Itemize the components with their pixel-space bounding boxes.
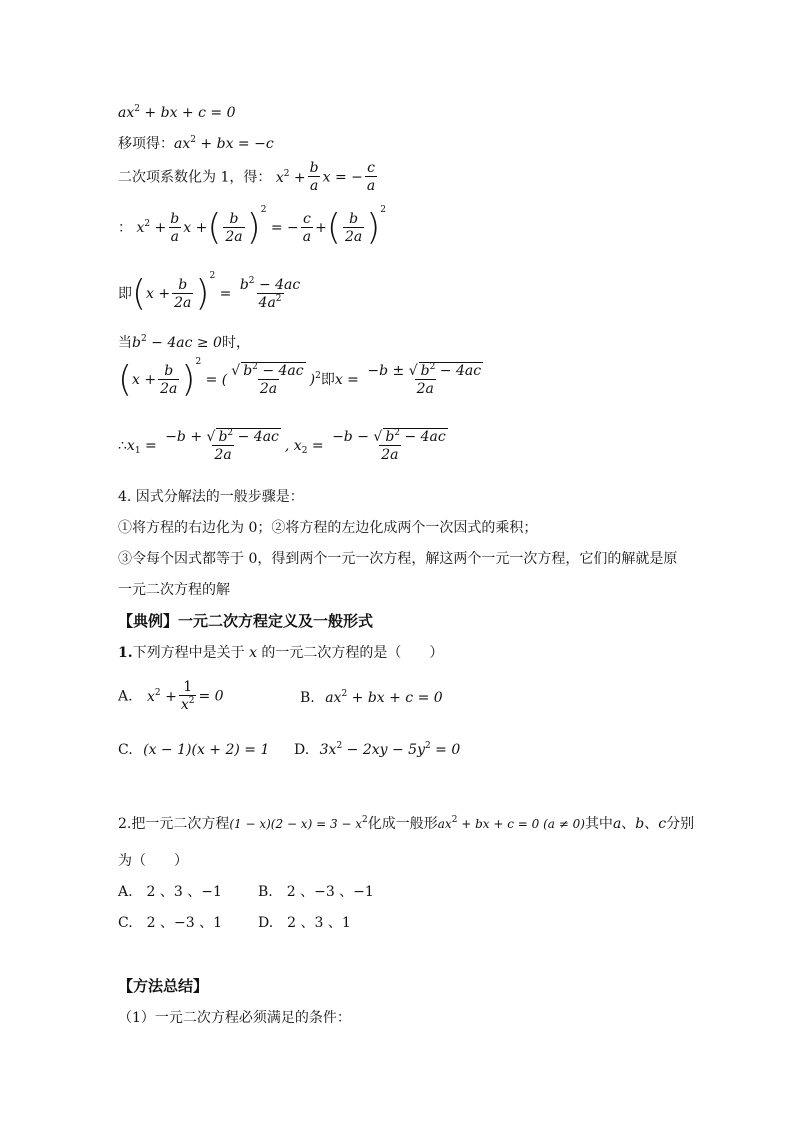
question-1-text-a: 下列方程中是关于 [132, 645, 250, 661]
step-ie2-label: 即 [320, 372, 335, 388]
question-2-text-c: 其中 [584, 816, 613, 832]
equation-general-form: $ax^2$ + bx + c = 0 [118, 104, 236, 121]
separator-1: 、 [621, 816, 636, 832]
step-coefficient-one: 二次项系数化为 1，得： $x^2$ + $\frac{b}{a}$ x = − $\frac{c}{a}$ [118, 160, 376, 194]
option-c-label: C. [118, 742, 133, 758]
example-header: 【典例】一元二次方程定义及一般形式 [118, 612, 374, 630]
therefore-symbol: ∴ [118, 438, 127, 454]
step-move-label: 移项得： [118, 136, 174, 152]
factor-method-line-2: ③令每个因式都等于 0，得到两个一元一次方程，解这两个一元一次方程，它们的解就是原 [118, 551, 678, 567]
question-1-text-b: 的一元二次方程的是（ ） [256, 645, 444, 661]
question-1-variable: x [249, 645, 257, 661]
option-a-label: A. [118, 688, 133, 705]
step-therefore-roots: $\therefore x_1$ = $\frac{-b + √ b^2 - 4ac}{2a}$ , $x_2$ = $\frac{-b - √ b^2 - 4ac}{2a}$ [118, 428, 446, 463]
step-when-label: 当 [118, 335, 132, 351]
question-2-option-c[interactable]: C. 2 、−3 、1 [118, 915, 223, 931]
question-1-option-b[interactable]: B. $ax^2$ + bx + c = 0 [300, 689, 443, 706]
step-complete-square: ： $x^2$ + $\frac{b}{a}$ x +( $\frac{b}{2a}$ )$^2$ = − $\frac{c}{a}$ +( $\frac{b}{2a}$ )$^2$ [118, 205, 386, 248]
question-1-stem [118, 643, 443, 663]
step-prefix-colon: ： [118, 220, 132, 236]
question-2-text-a: 2.把一元二次方程 [118, 816, 230, 832]
step-coef-label: 二次项系数化为 1，得： [118, 169, 272, 186]
summary-header: 【方法总结】 [118, 977, 209, 995]
question-2-option-a[interactable]: A. 2 、3 、−1 [118, 884, 222, 900]
question-2-stem: 2.把一元二次方程$(1 - x)(2 - x) = 3 - x^2$化成一般形$ax^2$ + bx + c = 0 (a ≠ 0)其中a、b、c分别 [118, 815, 695, 832]
step-when-condition: 当$b^2 - 4ac \ge 0$时， [118, 334, 250, 351]
step-square-root: (x + $\frac{b}{2a}$ )$^2$ = ( $\frac{√ b^2 - 4ac}{2a}$ )$^2$即x = $\frac{-b \pm √ b^2 - 4ac}{2a}$ [118, 357, 482, 400]
question-2-text-b: 化成一般形 [367, 816, 438, 832]
summary-line-1: （1）一元二次方程必须满足的条件： [118, 1010, 351, 1026]
question-1-option-d[interactable]: D. $3x^2 - 2xy - 5y^2 = 0$ [294, 741, 461, 758]
question-2-option-b[interactable]: B. 2 、−3 、−1 [258, 884, 374, 900]
step-move-terms: 移项得：$ax^2$ + bx = −c [118, 135, 274, 152]
question-1-option-c[interactable]: C. (x − 1)(x + 2) = 1 [118, 742, 270, 758]
factor-method-line-1: ①将方程的右边化为 0；②将方程的左边化成两个一次因式的乘积； [118, 520, 538, 536]
question-2-stem-line-2: 为（ ） [118, 853, 188, 869]
question-2-text-d: 分别 [666, 816, 695, 832]
factor-method-title: 4. 因式分解法的一般步骤是： [118, 489, 304, 505]
factor-method-line-3: 一元二次方程的解 [118, 582, 230, 598]
question-2-option-d[interactable]: D. 2 、3 、1 [258, 915, 351, 931]
question-1-number: 1. [118, 645, 133, 661]
step-when-suffix: 时， [221, 335, 250, 351]
question-1-option-a[interactable]: A. $x^2$ + $\frac{1}{x^2}$ = 0 [118, 679, 224, 713]
option-b-label: B. [300, 690, 315, 706]
step-ie-label: 即 [118, 286, 132, 302]
step-ie: 即(x + $\frac{b}{2a}$ )$^2$ = $\frac{b^2 - 4ac}{4a^2}$ [118, 271, 301, 314]
option-d-label: D. [294, 742, 310, 758]
separator-2: 、 [644, 816, 659, 832]
